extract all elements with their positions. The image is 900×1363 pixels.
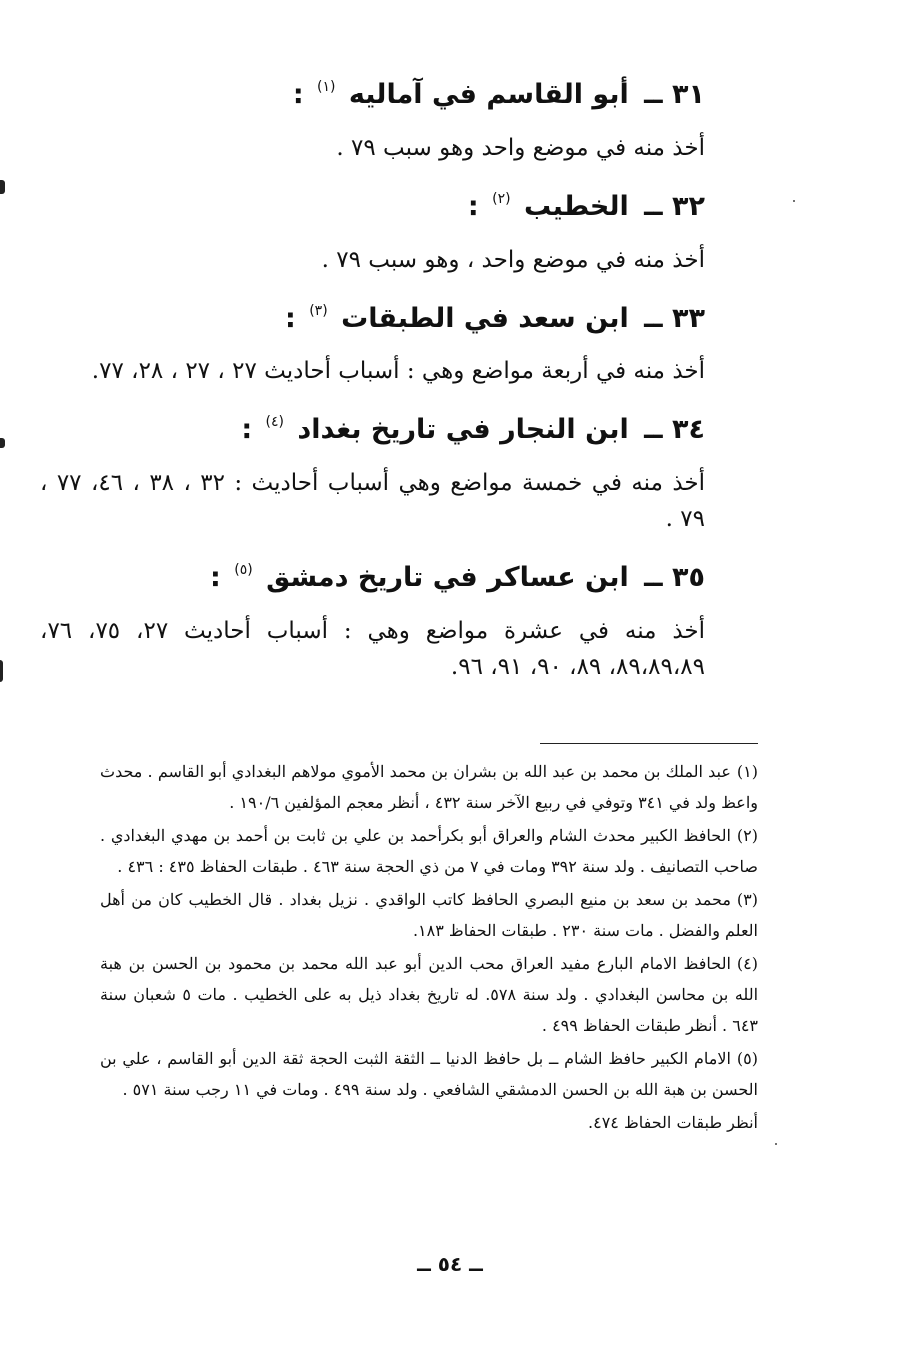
footnote-text: الحافظ الامام البارع مفيد العراق محب الدين أبو عبد الله محمد بن محمود بن الحسن بن هبة الله بن محاسن البغدادي . ولد سنة ٥٧٨. له تاريخ بغداد ذيل به على الخطيب . مات ٥ شعبان سنة ٦٤٣ . أنظر طبقات الحفاظ ٤٩٩ . <box>100 954 759 1035</box>
entry-32 <box>95 190 705 278</box>
entry-title: الخطيب <box>524 190 629 222</box>
entry-colon: : <box>467 190 479 222</box>
footnote-text: الامام الكبير حافظ الشام ــ بل حافظ الدنيا ــ الثقة الثبت الحجة ثقة الدين أبو القاسم ، علي بن الحسن بن هبة الله بن الحسن الدمشقي الشافعي . ولد سنة ٤٩٩ . ومات في ١١ رجب سنة ٥٧١ . <box>100 1049 758 1099</box>
footnote-label: (٣) <box>736 890 758 909</box>
entry-number: ٣١ ــ <box>644 79 705 110</box>
entry-33 <box>91 302 705 390</box>
entry-text: أخذ منه في عشرة مواضع وهي : أسباب أحاديث ٢٧، ٧٥، ٧٦، ٨٩،٨٩،٨٩، ٨٩، ٩٠، ٩١، ٩٦. <box>40 617 706 680</box>
entry-title: أبو القاسم في آماليه <box>348 79 629 110</box>
entry-title: ابن سعد في الطبقات <box>341 302 629 334</box>
entry-34 <box>40 413 706 537</box>
entry-text: أخذ منه في أربعة مواضع وهي : أسباب أحاديث ٢٧ ، ٢٧ ، ٢٨، ٧٧. <box>91 358 705 385</box>
entry-colon: : <box>210 562 221 593</box>
footnote-label: (٤) <box>736 954 758 973</box>
footnote-ref: (٤) <box>265 414 285 431</box>
page-number: ــ ٥٤ ــ <box>417 1252 483 1276</box>
entry-text: أخذ منه في خمسة مواضع وهي أسباب أحاديث : ٣٢ ، ٣٨ ، ٤٦، ٧٧ ، ٧٩ . <box>40 470 706 532</box>
footnote-ref: (٥) <box>234 562 253 578</box>
scan-speck <box>793 200 795 202</box>
scan-margin-mark <box>0 438 5 448</box>
scan-speck <box>775 1143 777 1145</box>
footnote-ref: (٣) <box>309 302 328 319</box>
entry-31 <box>95 78 705 166</box>
footnote-5 <box>100 1043 758 1105</box>
entry-title: ابن النجار في تاريخ بغداد <box>297 414 629 446</box>
footnote-5-continuation <box>100 1107 758 1138</box>
entry-colon: : <box>284 302 296 334</box>
entry-heading <box>95 190 705 224</box>
footnote-text: عبد الملك بن محمد بن عبد الله بن بشران بن محمد الأموي مولاهم البغدادي أبو القاسم . محدث واعظ ولد في ٣٤١ وتوفي في ربيع الآخر سنة ٤٣٢ ، أنظر معجم المؤلفين ١٩٠/٦ . <box>100 762 758 812</box>
entry-text: أخذ منه في موضع واحد ، وهو سبب ٧٩ . <box>321 246 705 273</box>
footnote-text: محمد بن سعد بن منيع البصري الحافظ كاتب الواقدي . نزيل بغداد . قال الخطيب كان من أهل العلم والفضل . مات سنة ٢٣٠ . طبقات الحفاظ ١٨٣. <box>100 890 758 940</box>
footnote-4 <box>100 948 758 1041</box>
entry-colon: : <box>292 79 304 110</box>
footnote-text: الحافظ الكبير محدث الشام والعراق أبو بكرأحمد بن علي بن ثابت بن أحمد بن مهدي البغدادي . صاحب التصانيف . ولد سنة ٣٩٢ ومات في ٧ من ذي الحجة سنة ٤٦٣ . طبقات الحفاظ ٤٣٥ : ٤٣٦ . <box>100 826 758 876</box>
footnote-separator <box>540 743 758 744</box>
footnote-1 <box>100 756 758 818</box>
footnotes <box>100 756 758 1140</box>
entry-heading <box>95 561 705 595</box>
footnote-2 <box>100 820 758 882</box>
entry-heading <box>95 302 705 336</box>
footnote-text: أنظر طبقات الحفاظ ٤٧٤. <box>588 1113 758 1132</box>
footnote-3 <box>100 884 758 946</box>
footnote-label: (٥) <box>736 1049 758 1068</box>
entry-number: ٣٤ ــ <box>644 414 705 446</box>
entry-number: ٣٥ ــ <box>644 562 705 593</box>
entry-number: ٣٢ ــ <box>644 190 705 222</box>
main-text <box>40 78 706 709</box>
entry-heading <box>95 413 705 447</box>
footnote-label: (١) <box>736 762 758 781</box>
entry-number: ٣٣ ــ <box>644 302 705 334</box>
footnote-label: (٢) <box>736 826 758 845</box>
entry-title: ابن عساكر في تاريخ دمشق <box>266 562 629 593</box>
entry-text: أخذ منه في موضع واحد وهو سبب ٧٩ . <box>336 134 705 161</box>
footnote-ref: (١) <box>317 79 336 95</box>
scan-margin-mark <box>0 180 5 194</box>
footnote-ref: (٢) <box>492 190 511 207</box>
entry-colon: : <box>241 414 253 446</box>
entry-35 <box>40 561 706 685</box>
scan-margin-mark <box>0 660 3 682</box>
entry-heading <box>95 78 705 112</box>
